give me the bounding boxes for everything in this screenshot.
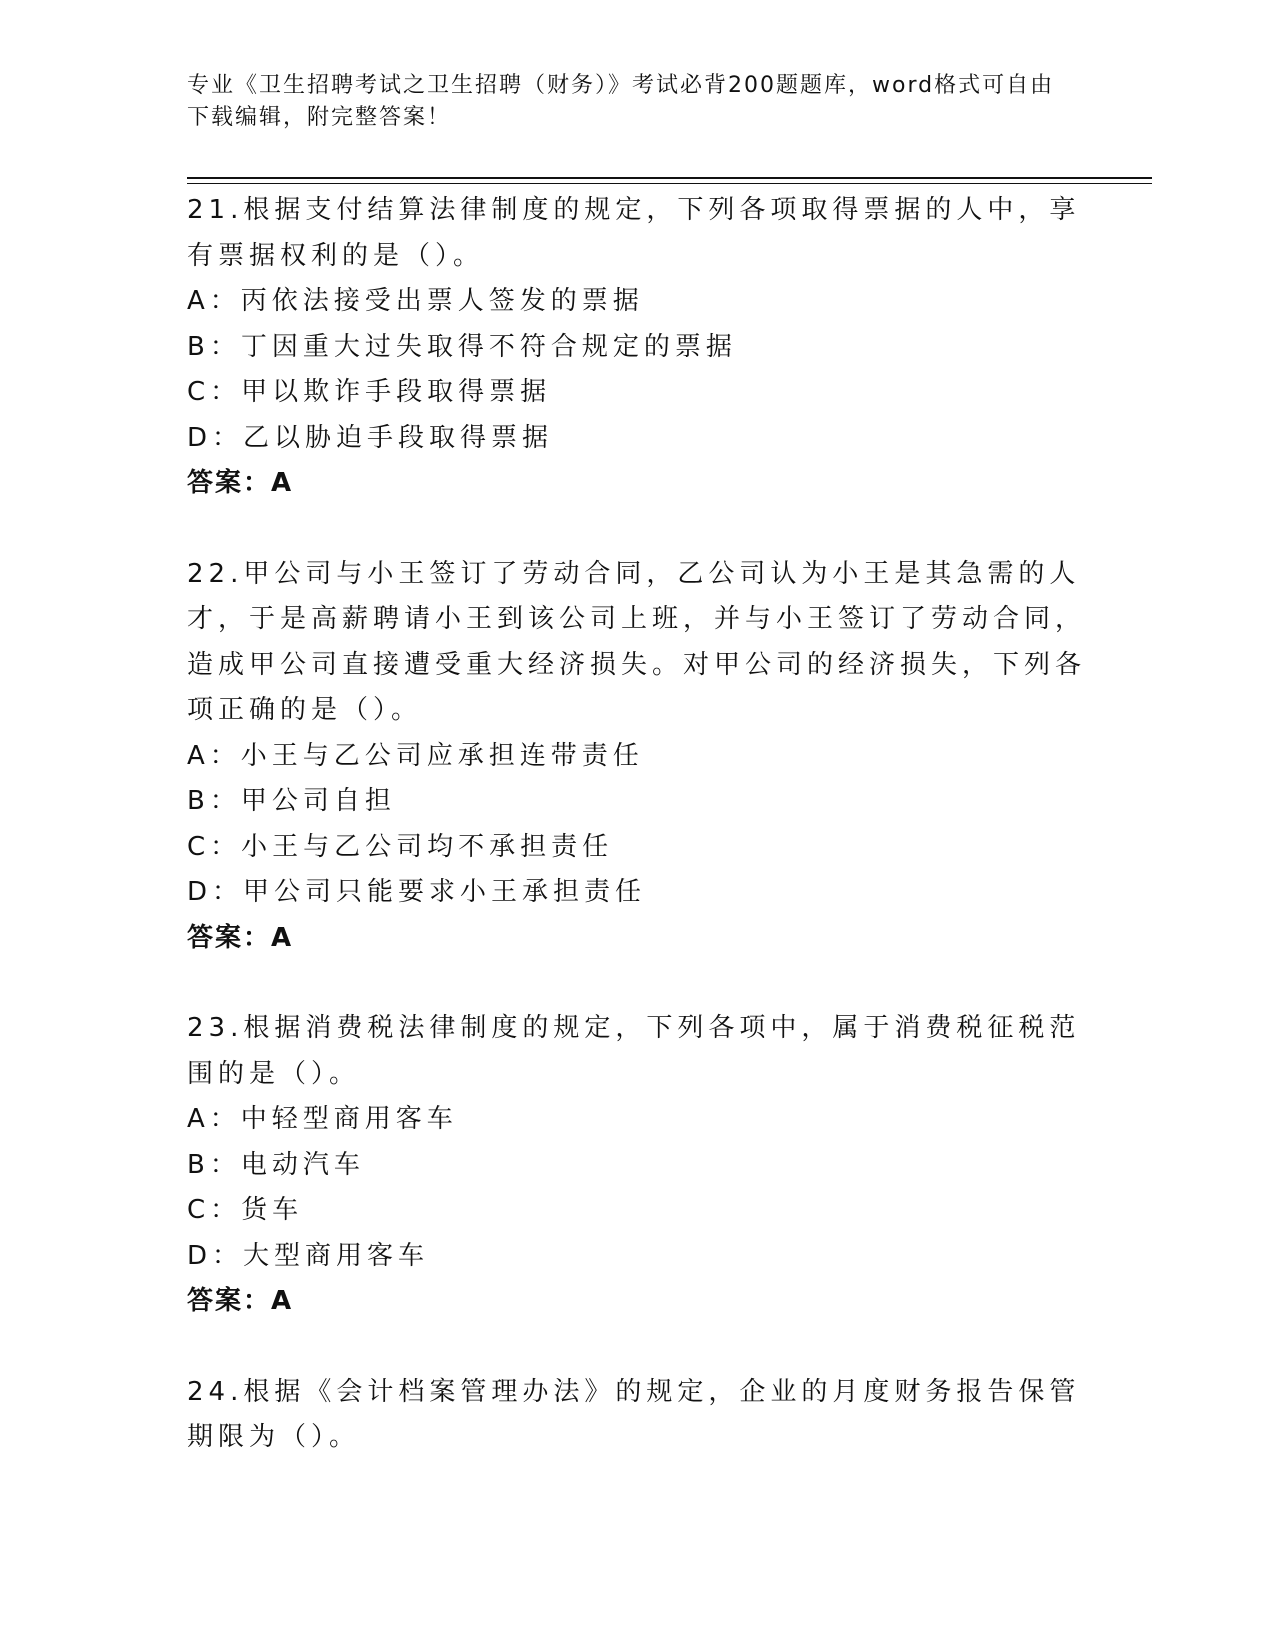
document-header: 专业《卫生招聘考试之卫生招聘（财务）》考试必背200题题库，word格式可自由下载编辑，附完整答案！ <box>187 73 1055 130</box>
option-b: B：丁因重大过失取得不符合规定的票据 <box>187 331 737 362</box>
answer-line: 答案：A <box>187 922 294 953</box>
question-stem: 21.根据支付结算法律制度的规定，下列各项取得票据的人中，享有票据权利的是（）。 <box>187 195 1081 271</box>
question-stem: 24.根据《会计档案管理办法》的规定，企业的月度财务报告保管期限为（）。 <box>187 1376 1081 1452</box>
option-d: D：乙以胁迫手段取得票据 <box>187 422 554 453</box>
header-rule-thin <box>187 183 1152 184</box>
question-stem: 22.甲公司与小王签订了劳动合同，乙公司认为小王是其急需的人才，于是高薪聘请小王到该公司上班，并与小王签订了劳动合同，造成甲公司直接遭受重大经济损失。对甲公司的经济损失，下列各项正确的是（）。 <box>187 558 1087 725</box>
option-d: D：甲公司只能要求小王承担责任 <box>187 877 647 907</box>
option-a: A：中轻型商用客车 <box>187 1104 458 1134</box>
option-c: C：小王与乙公司均不承担责任 <box>187 831 614 862</box>
answer-line: 答案：A <box>187 468 294 498</box>
option-c: C：甲以欺诈手段取得票据 <box>187 377 552 407</box>
question-23 <box>187 1006 1097 1325</box>
option-d: D：大型商用客车 <box>187 1240 430 1271</box>
option-c: C：货车 <box>187 1195 304 1225</box>
question-21 <box>187 188 1097 507</box>
question-22 <box>187 552 1097 962</box>
option-a: A：小王与乙公司应承担连带责任 <box>187 740 644 771</box>
option-b: B：甲公司自担 <box>187 786 396 816</box>
answer-line: 答案：A <box>187 1286 294 1316</box>
question-list <box>187 188 1097 1461</box>
option-b: B：电动汽车 <box>187 1149 365 1180</box>
option-a: A：丙依法接受出票人签发的票据 <box>187 286 644 316</box>
header-rule-thick <box>187 177 1152 179</box>
question-stem: 23.根据消费税法律制度的规定，下列各项中，属于消费税征税范围的是（）。 <box>187 1013 1081 1089</box>
question-24 <box>187 1370 1097 1461</box>
